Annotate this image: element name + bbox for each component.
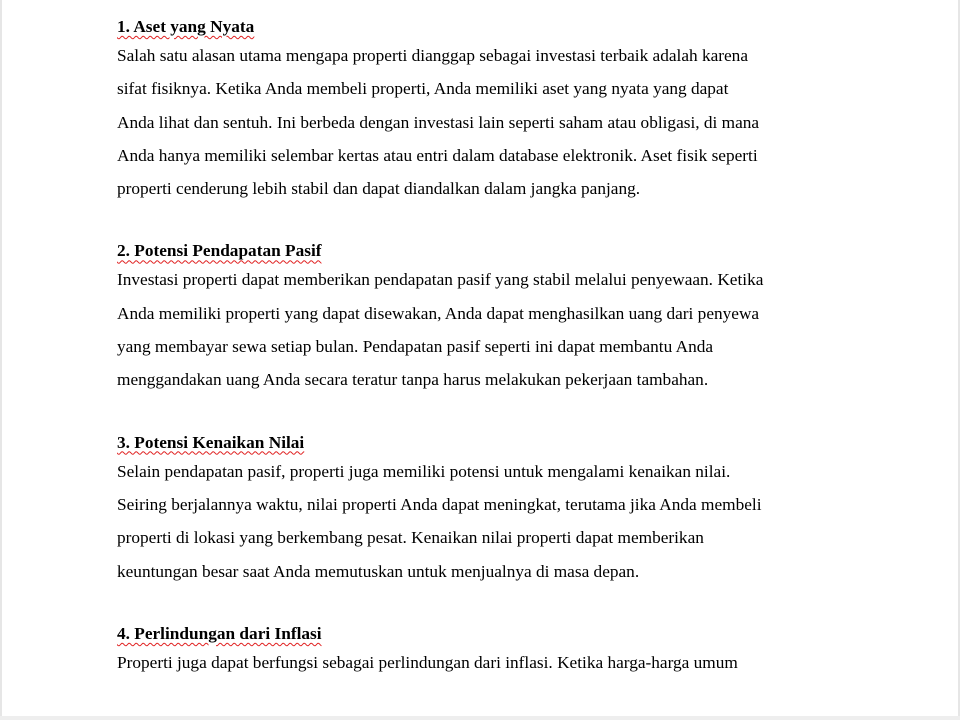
paragraph-line: Seiring berjalannya waktu, nilai properti Anda dapat meningkat, terutama jika Anda membeli xyxy=(117,494,762,514)
paragraph-line: Anda lihat dan sentuh. Ini berbeda dengan investasi lain seperti saham atau obligasi, di mana xyxy=(117,112,760,132)
section-heading: 3. Potensi Kenaikan Nilai xyxy=(117,432,305,452)
section-heading: 2. Potensi Pendapatan Pasif xyxy=(117,241,322,261)
section-heading: 4. Perlindungan dari Inflasi xyxy=(117,623,322,643)
document-body[interactable] xyxy=(117,15,847,713)
paragraph-line: menggandakan uang Anda secara teratur tanpa harus melakukan pekerjaan tambahan. xyxy=(117,370,709,390)
paragraph-line: yang membayar sewa setiap bulan. Pendapatan pasif seperti ini dapat membantu Anda xyxy=(117,337,714,357)
paragraph-line: properti cenderung lebih stabil dan dapat diandalkan dalam jangka panjang. xyxy=(117,179,641,199)
section-kenaikan-nilai xyxy=(117,431,847,588)
paragraph-line: keuntungan besar saat Anda memutuskan untuk menjualnya di masa depan. xyxy=(117,561,640,581)
paragraph-line: Investasi properti dapat memberikan pendapatan pasif yang stabil melalui penyewaan. Ketika xyxy=(117,270,764,290)
section-pendapatan-pasif xyxy=(117,239,847,396)
page-bottom-edge xyxy=(0,716,960,720)
paragraph-line: Anda hanya memiliki selembar kertas atau entri dalam database elektronik. Aset fisik seperti xyxy=(117,145,758,165)
paragraph-line: sifat fisiknya. Ketika Anda membeli properti, Anda memiliki aset yang nyata yang dapat xyxy=(117,79,729,99)
paragraph-line: Selain pendapatan pasif, properti juga memiliki potensi untuk mengalami kenaikan nilai. xyxy=(117,461,731,481)
paragraph-line: Anda memiliki properti yang dapat disewakan, Anda dapat menghasilkan uang dari penyewa xyxy=(117,303,760,323)
paragraph-line: Salah satu alasan utama mengapa properti dianggap sebagai investasi terbaik adalah karena xyxy=(117,46,748,65)
section-heading: 1. Aset yang Nyata xyxy=(117,17,255,36)
section-aset-nyata xyxy=(117,15,847,205)
section-perlindungan-inflasi xyxy=(117,622,847,679)
paragraph-line: Properti juga dapat berfungsi sebagai perlindungan dari inflasi. Ketika harga-harga umum xyxy=(117,652,738,672)
page-left-edge xyxy=(0,0,2,720)
paragraph-line: properti di lokasi yang berkembang pesat. Kenaikan nilai properti dapat memberikan xyxy=(117,528,704,548)
